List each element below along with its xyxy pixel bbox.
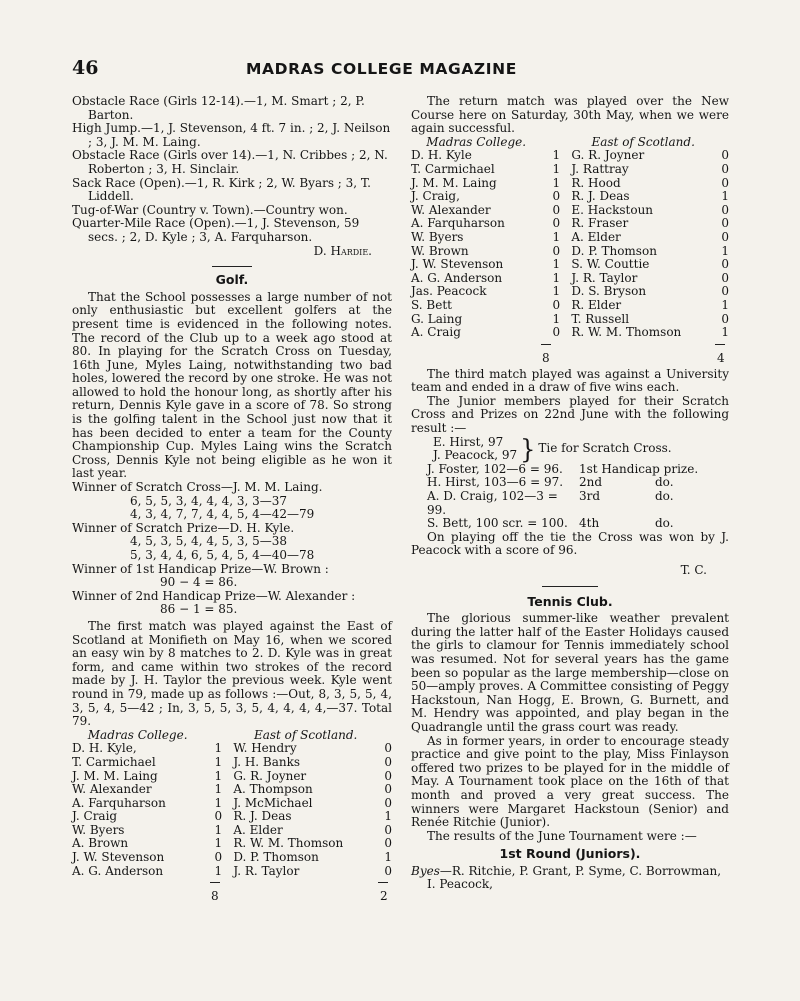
result-obstacle-girls-over-14: Obstacle Race (Girls over 14).—1, N. Cribbes ; 2, N. Roberton ; 3, H. Sinclair. xyxy=(72,148,388,176)
home-score: 1 xyxy=(552,311,561,326)
home-score: 1 xyxy=(552,148,561,163)
result-row xyxy=(72,851,392,865)
home-player: Jas. Peacock xyxy=(411,284,487,299)
return-match-totals xyxy=(411,340,729,368)
away-score: 0 xyxy=(384,768,392,783)
handicap2-score: 86 − 1 = 85. xyxy=(160,602,238,617)
home-score: 0 xyxy=(552,189,561,204)
first-match-text: The first match was played against the East of Scotland at Monifieth on May 16, when we scored an easy win by 8 matches to 2. D. Kyle was in great form, and came within two strokes of the record made by J. H. Taylor the previous week. Kyle went round in 79, made up as follows :—Out, 8, 3, 5, 5, 4, 3, 5, 4, 5—42 ; In, 3, 5, 5, 3, 5, 4, 4, 4, 4,—37. Total 79. xyxy=(72,618,392,729)
junior-prize-row: S. Bett, 100 scr. = 100. 4th do. xyxy=(427,516,674,531)
total-rule xyxy=(210,882,220,883)
right-column xyxy=(411,95,729,892)
away-team-header: East of Scotland. xyxy=(253,727,358,742)
result-row xyxy=(72,824,392,838)
away-score: 0 xyxy=(721,229,729,244)
result-tug-of-war: Tug-of-War (Country v. Town).—Country won. xyxy=(72,202,348,217)
handicap2-winner: Winner of 2nd Handicap Prize—W. Alexander : xyxy=(72,588,356,603)
home-player: D. H. Kyle xyxy=(411,148,472,163)
home-total: 8 xyxy=(542,350,550,365)
home-score: 0 xyxy=(214,850,223,865)
tennis-para-3: The results of the June Tournament were :— xyxy=(427,828,697,843)
away-player: J. R. Taylor xyxy=(571,270,638,285)
scratch-prize-card-out: 4, 5, 3, 5, 4, 4, 5, 3, 5—38 xyxy=(130,534,288,549)
brace-glyph: } xyxy=(520,433,536,465)
result-row xyxy=(72,756,392,770)
home-player: A. Brown xyxy=(72,836,129,851)
home-score: 1 xyxy=(214,836,223,851)
home-score: 1 xyxy=(552,175,561,190)
away-player: J. McMichael xyxy=(233,795,313,810)
handicap1-score: 90 − 4 = 86. xyxy=(160,575,238,590)
home-player: A. Farquharson xyxy=(411,216,505,231)
away-score: 0 xyxy=(721,311,729,326)
junior-prize-row: J. Foster, 102—6 = 96. 1st Handicap prize. xyxy=(427,461,699,476)
home-player: J. Craig, xyxy=(411,189,460,204)
result-row xyxy=(411,217,729,231)
scratch-cross-card-out: 6, 5, 5, 3, 4, 4, 4, 3, 3—37 xyxy=(130,493,288,508)
result-obstacle-girls-12: Obstacle Race (Girls 12-14).—1, M. Smart ; 2, P. Barton. xyxy=(72,94,365,122)
home-player: T. Carmichael xyxy=(72,754,156,769)
home-player: D. H. Kyle, xyxy=(72,741,137,756)
home-score: 1 xyxy=(214,782,223,797)
home-score: 1 xyxy=(552,270,561,285)
home-player: G. Laing xyxy=(411,311,463,326)
result-sack-race: Sack Race (Open).—1, R. Kirk ; 2, W. Byars ; 3, T. Liddell. xyxy=(72,175,371,204)
home-score: 1 xyxy=(552,229,561,244)
home-player: W. Brown xyxy=(411,243,469,258)
away-score: 1 xyxy=(384,850,392,865)
home-player: W. Alexander xyxy=(411,202,491,217)
away-player: S. W. Couttie xyxy=(571,257,650,272)
away-score: 0 xyxy=(384,836,392,851)
return-match-text: The return match was played over the New Course here on Saturday, 30th May, when we were again successful. xyxy=(411,94,729,136)
result-row xyxy=(411,149,729,163)
away-player: R. Fraser xyxy=(571,216,629,231)
round-heading: 1st Round (Juniors). xyxy=(499,846,641,862)
home-score: 1 xyxy=(552,257,561,272)
result-row xyxy=(72,865,392,879)
total-rule xyxy=(541,344,551,345)
result-row xyxy=(411,245,729,259)
junior-prize-row: H. Hirst, 103—6 = 97. 2nd do. xyxy=(427,475,674,490)
home-player: J. W. Stevenson xyxy=(411,257,504,272)
section-divider xyxy=(212,266,252,267)
result-row xyxy=(72,797,392,811)
away-player: W. Hendry xyxy=(233,741,297,756)
away-player: J. Rattray xyxy=(571,161,629,176)
home-score: 1 xyxy=(214,795,223,810)
home-player: W. Byers xyxy=(411,229,464,244)
tennis-para-2: As in former years, in order to encourage steady practice and give point to the play, Miss Finlayson offered two prizes to be played for in the middle of May. A Tournament took place on the 16th of that month and proved a very great success. The winners were Margaret Hackstoun (Senior) and Renée Ritchie (Junior). xyxy=(411,733,729,830)
home-player: J. M. M. Laing xyxy=(72,768,158,783)
home-team-header: Madras College. xyxy=(87,727,188,742)
total-rule xyxy=(715,344,725,345)
home-player: A. Craig xyxy=(411,325,461,340)
junior-prize-row: A. D. Craig, 102—3 = 99. 3rd do. xyxy=(427,489,674,517)
page-number: 46 xyxy=(72,57,99,79)
away-player: A. Elder xyxy=(571,229,621,244)
away-score: 0 xyxy=(384,782,392,797)
result-row xyxy=(411,204,729,218)
scratch-prize-winner: Winner of Scratch Prize—D. H. Kyle. xyxy=(72,520,295,535)
away-player: J. R. Taylor xyxy=(233,863,300,878)
running-title: MADRAS COLLEGE MAGAZINE xyxy=(246,60,517,78)
away-player: R. J. Deas xyxy=(233,809,292,824)
first-match-totals xyxy=(72,878,392,906)
away-score: 0 xyxy=(384,741,392,756)
away-player: A. Thompson xyxy=(233,782,313,797)
result-row xyxy=(411,285,729,299)
tie-name: J. Peacock, 97 xyxy=(433,448,518,463)
away-score: 0 xyxy=(721,148,729,163)
result-row xyxy=(411,190,729,204)
result-row xyxy=(411,313,729,327)
away-score: 0 xyxy=(721,270,729,285)
away-total: 4 xyxy=(717,350,725,365)
away-team-header: East of Scotland. xyxy=(591,134,695,149)
section-divider xyxy=(542,586,598,587)
away-score: 0 xyxy=(721,257,729,272)
away-score: 0 xyxy=(721,161,729,176)
result-row xyxy=(411,258,729,272)
scratch-prize-card-in: 5, 3, 4, 4, 6, 5, 4, 5, 4—40—78 xyxy=(130,548,315,562)
home-total: 8 xyxy=(211,889,219,904)
sports-signature: D. Hardie. xyxy=(313,243,372,258)
away-player: R. W. M. Thomson xyxy=(571,325,682,340)
result-row xyxy=(411,231,729,245)
tennis-para-1: The glorious summer-like weather prevalent during the latter half of the Easter Holidays caused the girls to clamour for Tennis immediately school was resumed. Not for several years has the game been so popular as the large membership—close on 50—amply proves. A Committee consisting of Peggy Hackstoun, Nan Hogg, E. Brown, G. Burnett, and M. Hendry was appointed, and play began in the Quadrangle until the grass court was ready. xyxy=(411,611,729,734)
home-score: 0 xyxy=(552,243,561,258)
home-player: A. Farquharson xyxy=(72,795,166,810)
result-row xyxy=(72,837,392,851)
junior-intro: The Junior members played for their Scratch Cross and Prizes on 22nd June with the following result :— xyxy=(411,393,729,436)
tie-name: E. Hirst, 97 xyxy=(433,434,504,449)
away-player: D. P. Thomson xyxy=(233,850,319,865)
home-player: T. Carmichael xyxy=(411,161,495,176)
result-row xyxy=(411,299,729,313)
home-score: 0 xyxy=(552,216,561,231)
away-player: D. P. Thomson xyxy=(571,243,657,258)
away-score: 1 xyxy=(721,297,729,312)
first-match-table xyxy=(72,729,392,879)
away-player: T. Russell xyxy=(571,311,630,326)
home-player: W. Alexander xyxy=(72,782,152,797)
result-row xyxy=(411,326,729,340)
byes-line xyxy=(411,865,729,892)
away-total: 2 xyxy=(380,889,388,904)
third-match-text: The third match played was against a University team and ended in a draw of five wins each. xyxy=(411,366,729,395)
away-player: A. Elder xyxy=(233,822,283,837)
byes-text: —R. Ritchie, P. Grant, P. Syme, C. Borrowman, I. Peacock, xyxy=(427,863,722,892)
away-player: J. H. Banks xyxy=(233,754,301,769)
home-score: 1 xyxy=(214,863,223,878)
tennis-heading: Tennis Club. xyxy=(527,593,613,609)
result-row xyxy=(72,742,392,756)
home-score: 1 xyxy=(214,768,223,783)
home-score: 0 xyxy=(552,325,561,340)
tie-label: Tie for Scratch Cross. xyxy=(538,441,672,456)
golf-heading: Golf. xyxy=(215,272,249,288)
away-player: G. R. Joyner xyxy=(233,768,307,783)
home-player: A. G. Anderson xyxy=(72,863,164,878)
away-score: 1 xyxy=(721,189,729,204)
home-score: 0 xyxy=(552,202,561,217)
result-row xyxy=(72,770,392,784)
away-score: 1 xyxy=(384,809,392,824)
home-player: S. Bett xyxy=(411,297,452,312)
away-score: 0 xyxy=(384,795,392,810)
away-score: 1 xyxy=(721,243,729,258)
home-score: 1 xyxy=(214,741,223,756)
return-match-table xyxy=(411,136,729,340)
scratch-cross-winner: Winner of Scratch Cross—J. M. M. Laing. xyxy=(72,480,323,495)
away-player: G. R. Joyner xyxy=(571,148,645,163)
home-player: J. M. M. Laing xyxy=(411,175,497,190)
away-player: D. S. Bryson xyxy=(571,284,647,299)
away-player: R. Elder xyxy=(571,297,622,312)
away-score: 0 xyxy=(384,863,392,878)
away-score: 0 xyxy=(721,216,729,231)
away-score: 0 xyxy=(721,175,729,190)
away-player: E. Hackstoun xyxy=(571,202,654,217)
total-rule xyxy=(378,882,388,883)
home-score: 0 xyxy=(552,297,561,312)
away-player: R. W. M. Thomson xyxy=(233,836,344,851)
home-player: A. G. Anderson xyxy=(411,270,503,285)
home-score: 1 xyxy=(214,754,223,769)
away-score: 0 xyxy=(721,284,729,299)
golf-intro: That the School possesses a large number of not only enthusiastic but excellent golfers at the present time is evidenced in the following notes. The record of the Club up to a week ago stood at 80. In playing for the Scratch Cross on Tuesday, 16th June, Myles Laing, notwithstanding two bad holes, lowered the record by one stroke. He was not allowed to hold the honour long, as shortly after his return, Dennis Kyle gave in a score of 78. So strong is the golfing talent in the School just now that it has been decided to enter a team for the County Championship Cup. Myles Laing wins the Scratch Cross, Dennis Kyle not being eligible as he won it last year. xyxy=(72,289,392,481)
result-row xyxy=(411,163,729,177)
away-player: R. Hood xyxy=(571,175,621,190)
scratch-cross-card-in: 4, 3, 4, 7, 7, 4, 4, 5, 4—42—79 xyxy=(130,507,315,522)
result-row xyxy=(72,783,392,797)
golf-signature: T. C. xyxy=(680,563,707,577)
away-score: 0 xyxy=(384,822,392,837)
home-player: W. Byers xyxy=(72,822,125,837)
home-team-header: Madras College. xyxy=(426,134,527,149)
home-score: 1 xyxy=(214,822,223,837)
away-player: R. J. Deas xyxy=(571,189,630,204)
away-score: 0 xyxy=(721,202,729,217)
result-quarter-mile: Quarter-Mile Race (Open).—1, J. Stevenson, 59 secs. ; 2, D. Kyle ; 3, A. Farquharson. xyxy=(72,216,360,244)
playoff-text: On playing off the tie the Cross was won by J. Peacock with a score of 96. xyxy=(411,529,729,558)
away-score: 0 xyxy=(384,754,392,769)
home-score: 1 xyxy=(552,161,561,176)
home-score: 1 xyxy=(552,284,561,299)
result-row xyxy=(411,177,729,191)
home-player: J. Craig xyxy=(72,809,118,824)
tie-block xyxy=(411,433,729,465)
result-high-jump: High Jump.—1, J. Stevenson, 4 ft. 7 in. ; 2, J. Neilson ; 3, J. M. M. Laing. xyxy=(72,121,391,149)
result-row xyxy=(411,272,729,286)
handicap1-winner: Winner of 1st Handicap Prize—W. Brown : xyxy=(72,561,329,576)
away-score: 1 xyxy=(721,325,729,340)
home-score: 0 xyxy=(214,809,223,824)
result-row xyxy=(72,810,392,824)
byes-label: Byes xyxy=(411,863,440,878)
left-column xyxy=(72,95,392,906)
home-player: J. W. Stevenson xyxy=(72,850,165,865)
